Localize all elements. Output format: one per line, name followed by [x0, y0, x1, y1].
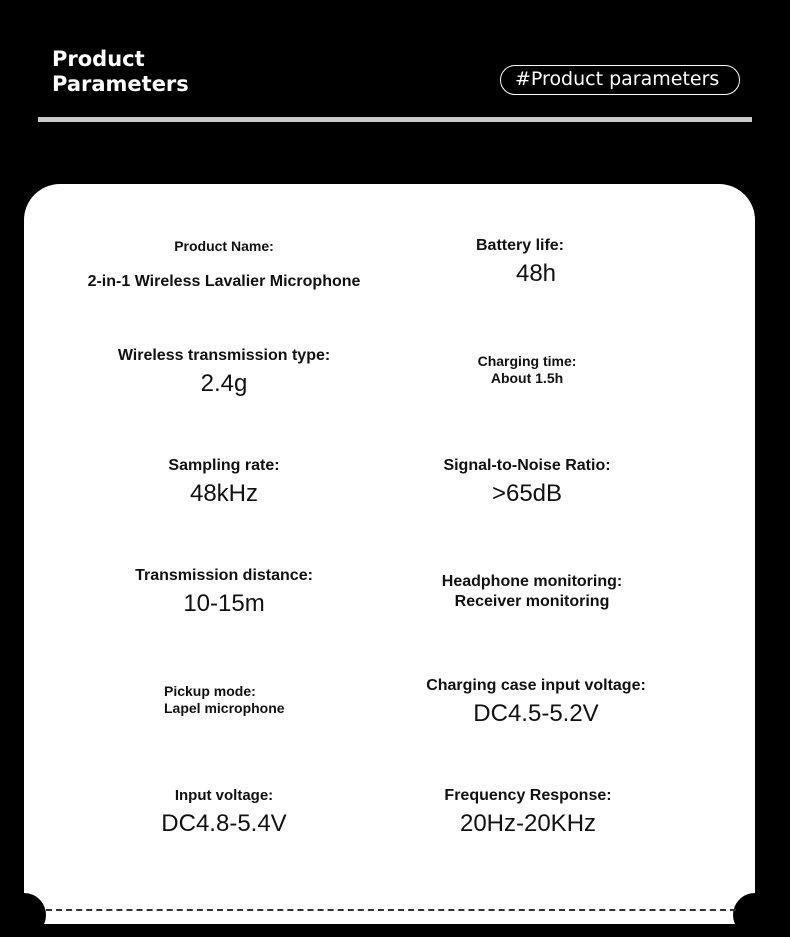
param-frequency-response [396, 786, 660, 838]
param-value: 2-in-1 Wireless Lavalier Microphone [87, 273, 361, 290]
param-signal-to-noise-ratio [372, 456, 682, 508]
param-value: DC4.8-5.4V [161, 810, 287, 837]
param-product-name [68, 236, 380, 296]
param-headphone-monitoring [400, 572, 664, 612]
dashed-divider [46, 909, 736, 911]
param-label: Sampling rate: [168, 457, 280, 474]
param-label: Frequency Response: [444, 787, 612, 804]
param-label: Wireless transmission type: [117, 347, 331, 364]
param-battery-life [380, 236, 660, 288]
param-value: Receiver monitoring [454, 593, 610, 610]
param-input-voltage [68, 786, 380, 838]
param-value: 2.4g [200, 370, 248, 397]
param-value: 10-15m [183, 590, 265, 617]
param-label: Charging case input voltage: [426, 677, 646, 694]
param-value: 48kHz [189, 480, 259, 507]
param-value: 48h [515, 260, 557, 287]
param-label: Product Name: [174, 238, 274, 254]
ticket-notch-left [2, 893, 46, 937]
param-charging-time [460, 353, 594, 387]
page-title-line-1: Product [52, 47, 145, 71]
product-parameters-tag: #Product parameters [500, 65, 740, 95]
param-wireless-transmission-type [68, 346, 380, 398]
page-title-line-2: Parameters [52, 72, 189, 96]
param-value: DC4.5-5.2V [473, 700, 599, 727]
param-charging-case-input-voltage [396, 676, 676, 728]
param-value: Lapel microphone [164, 700, 285, 716]
page-title [52, 47, 252, 97]
param-sampling-rate [68, 456, 380, 508]
param-label: Charging time: [477, 353, 577, 369]
param-label: Signal-to-Noise Ratio: [443, 457, 611, 474]
param-label: Headphone monitoring: [441, 573, 623, 590]
param-pickup-mode [164, 683, 304, 717]
param-transmission-distance [68, 566, 380, 618]
param-value: 20Hz-20KHz [459, 810, 597, 837]
param-value: About 1.5h [490, 370, 564, 386]
param-label: Pickup mode: [164, 683, 256, 699]
param-label: Transmission distance: [135, 567, 313, 584]
header-divider [38, 117, 752, 122]
param-label: Battery life: [475, 237, 565, 254]
ticket-notch-right [733, 893, 777, 937]
param-value: >65dB [491, 480, 563, 507]
param-label: Input voltage: [174, 787, 274, 804]
